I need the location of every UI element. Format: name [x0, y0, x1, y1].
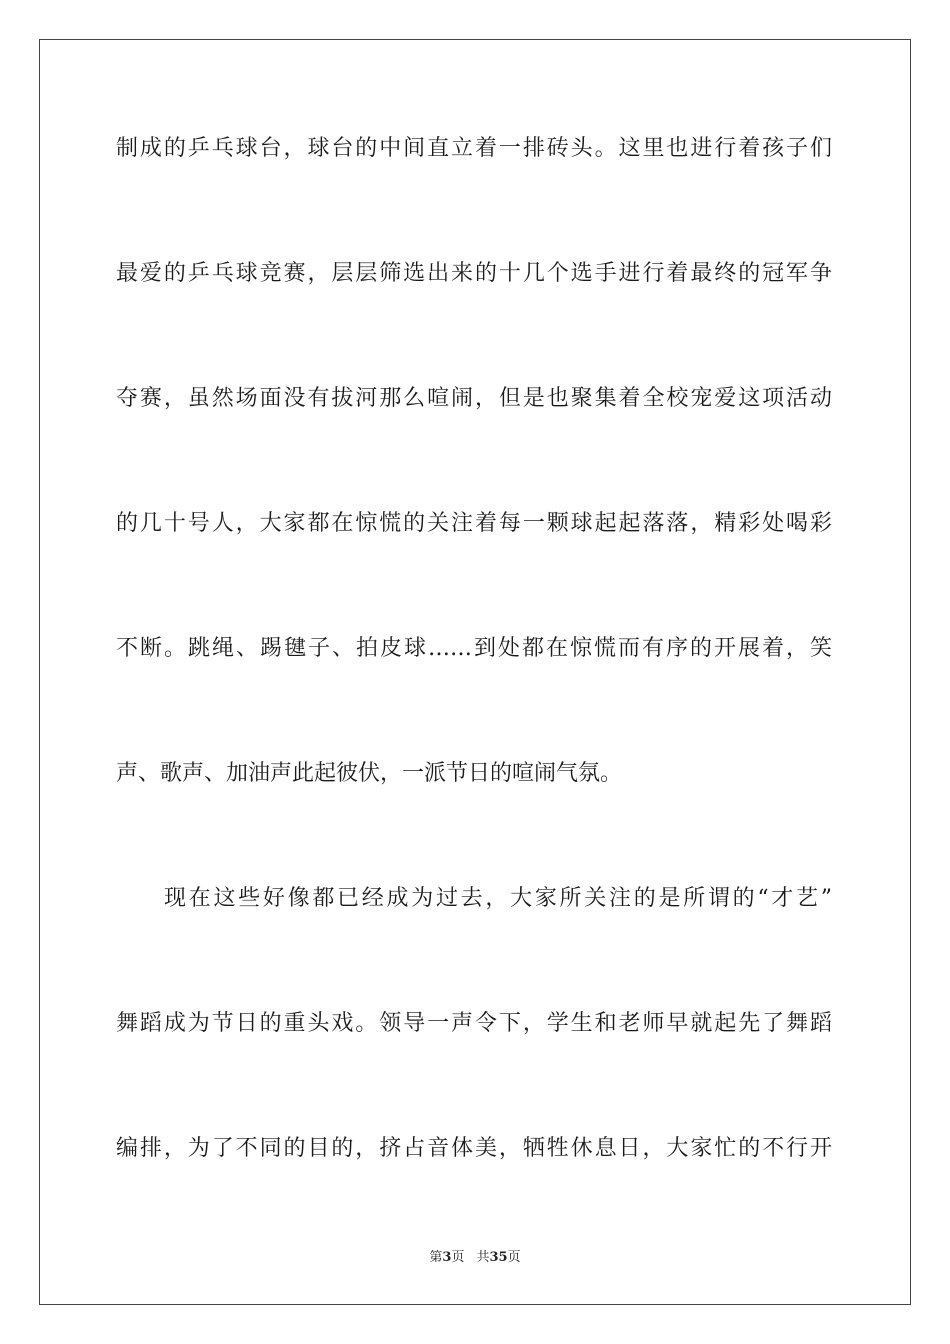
page-number: 3	[442, 1250, 452, 1265]
total-prefix: 共	[476, 1250, 490, 1265]
text-line-2: 最爱的乒乓球竞赛，层层筛选出来的十几个选手进行着最终的冠军争	[116, 261, 832, 286]
page-prefix: 第	[429, 1250, 443, 1265]
text-line-7: 现在这些好像都已经成为过去，大家所关注的是所谓的“才艺”	[164, 886, 832, 911]
text-line-3: 夺赛，虽然场面没有拔河那么喧闹，但是也聚集着全校宠爱这项活动	[116, 386, 832, 411]
page-footer	[0, 1249, 950, 1267]
total-suffix: 页	[507, 1250, 521, 1265]
total-pages: 35	[489, 1250, 508, 1265]
text-line-8: 舞蹈成为节日的重头戏。领导一声令下，学生和老师早就起先了舞蹈	[116, 1011, 832, 1036]
text-line-9: 编排，为了不同的目的，挤占音体美，牺牲休息日，大家忙的不行开	[116, 1136, 832, 1161]
page-suffix: 页	[451, 1250, 465, 1265]
page-border	[39, 39, 911, 1305]
text-line-4: 的几十号人，大家都在惊慌的关注着每一颗球起起落落，精彩处喝彩	[116, 511, 832, 536]
text-line-6: 声、歌声、加油声此起彼伏，一派节日的喧闹气氛。	[116, 761, 623, 786]
text-line-1: 制成的乒乓球台，球台的中间直立着一排砖头。这里也进行着孩子们	[116, 136, 832, 161]
text-line-5: 不断。跳绳、踢毽子、拍皮球……到处都在惊慌而有序的开展着，笑	[116, 636, 832, 661]
